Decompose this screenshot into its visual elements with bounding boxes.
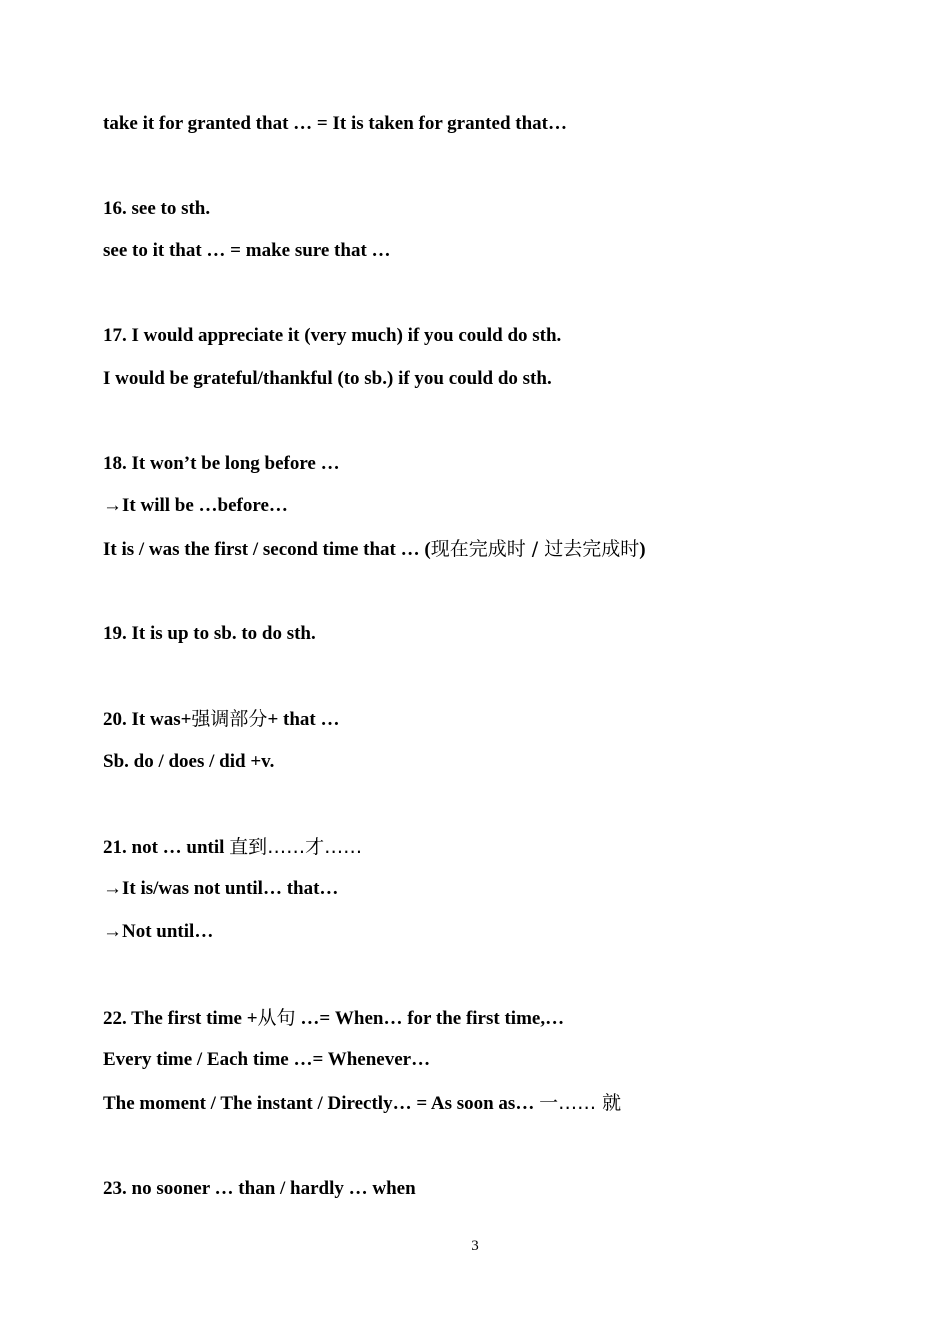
line-text: 16. see to sth. bbox=[103, 198, 211, 219]
text-line-take-it-for-granted bbox=[103, 112, 567, 136]
heading-item-21 bbox=[103, 835, 362, 860]
text-line-see-to-it-that bbox=[103, 239, 391, 263]
heading-item-22 bbox=[103, 1006, 564, 1031]
line-text: see to it that … = make sure that … bbox=[103, 240, 391, 261]
line-tail: + that … bbox=[267, 709, 340, 730]
chinese-note: 直到……才…… bbox=[229, 836, 363, 858]
line-text: The moment / The instant / Directly… = As soon as… bbox=[103, 1093, 540, 1114]
line-text: I would be grateful/thankful (to sb.) if you could do sth. bbox=[103, 368, 552, 389]
line-text: take it for granted that … = It is taken for granted that… bbox=[103, 113, 567, 134]
heading-item-16 bbox=[103, 197, 210, 221]
chinese-note: 强调部分 bbox=[191, 708, 268, 730]
line-text: 19. It is up to sb. to do sth. bbox=[103, 623, 316, 644]
text-line-it-was-not-until bbox=[103, 877, 338, 901]
chinese-note: 一…… 就 bbox=[539, 1092, 622, 1114]
line-text: →It is/was not until… that… bbox=[103, 878, 339, 899]
heading-item-20 bbox=[103, 707, 340, 732]
chinese-note: 现在完成时 / 过去完成时 bbox=[430, 538, 640, 560]
text-line-it-will-be-before bbox=[103, 494, 288, 518]
line-text: Every time / Each time …= Whenever… bbox=[103, 1049, 431, 1070]
heading-item-19 bbox=[103, 622, 316, 646]
line-text: →It will be …before… bbox=[103, 495, 288, 516]
chinese-note: 从句 bbox=[257, 1007, 296, 1029]
line-text: 22. The first time + bbox=[103, 1008, 258, 1029]
text-line-grateful-thankful bbox=[103, 367, 552, 391]
heading-item-18 bbox=[103, 452, 340, 476]
text-line-not-until bbox=[103, 920, 213, 944]
line-text: 18. It won’t be long before … bbox=[103, 453, 340, 474]
line-text: Sb. do / does / did +v. bbox=[103, 751, 275, 772]
heading-item-23 bbox=[103, 1177, 416, 1201]
line-tail: ) bbox=[639, 539, 646, 560]
line-text: It is / was the first / second time that … ( bbox=[103, 539, 431, 560]
heading-item-17 bbox=[103, 324, 561, 348]
page-number: 3 bbox=[471, 1238, 479, 1254]
line-text: 21. not … until bbox=[103, 837, 230, 858]
line-text: →Not until… bbox=[103, 921, 214, 942]
line-text: 23. no sooner … than / hardly … when bbox=[103, 1178, 416, 1199]
line-tail: …= When… for the first time,… bbox=[295, 1008, 565, 1029]
text-line-first-second-time bbox=[103, 537, 646, 562]
line-text: 20. It was+ bbox=[103, 709, 192, 730]
line-text: 17. I would appreciate it (very much) if you could do sth. bbox=[103, 325, 562, 346]
text-line-every-time bbox=[103, 1048, 430, 1072]
text-line-the-moment bbox=[103, 1091, 621, 1116]
text-line-sb-do-does-did bbox=[103, 750, 274, 774]
